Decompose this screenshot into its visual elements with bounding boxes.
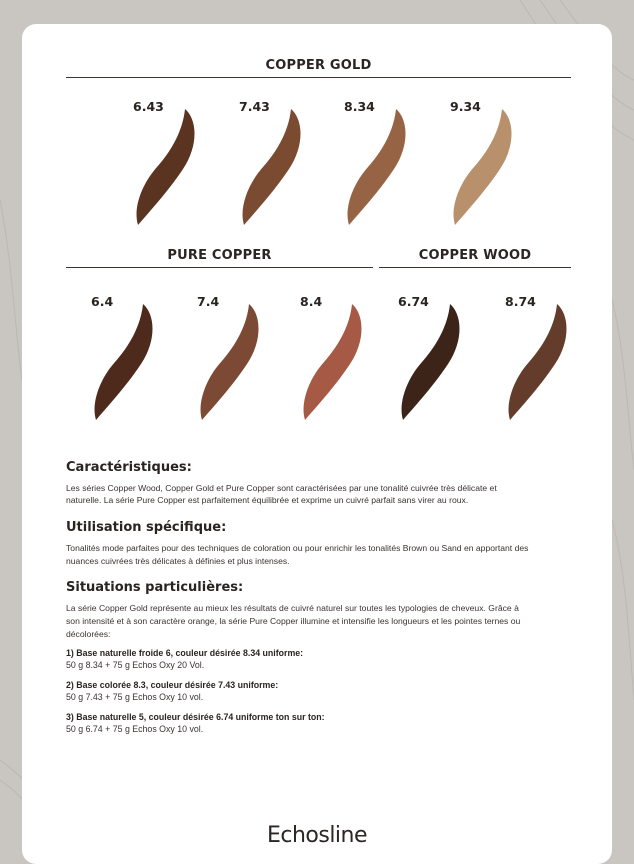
example-recipe: 50 g 8.34 + 75 g Echos Oxy 20 Vol. <box>66 659 205 670</box>
heading-caracteristiques: Caractéristiques: <box>66 460 192 475</box>
shade-code: 6.4 <box>91 294 114 309</box>
shade-code: 8.34 <box>344 99 375 114</box>
brand-logo: Echosline <box>266 823 368 848</box>
hair-swatch <box>91 294 163 420</box>
section-title-copper-wood: COPPER WOOD <box>418 248 532 263</box>
example-title: 3) Base naturelle 5, couleur désirée 6.74 uniforme ton sur ton: <box>66 712 325 722</box>
shade-code: 8.74 <box>505 294 536 309</box>
hair-swatch <box>133 99 205 225</box>
hair-swatch <box>239 99 311 225</box>
paragraph-line: Tonalités mode parfaites pour des techniques de coloration ou pour enrichir les tonalités Brown ou Sand en apportant des <box>66 543 529 553</box>
hair-swatch <box>344 99 416 225</box>
section-divider <box>66 267 373 268</box>
paragraph-line: nuances cuivrées très délicates à définies et plus intenses. <box>66 556 290 566</box>
shade-code: 7.4 <box>197 294 220 309</box>
hair-swatch <box>505 294 577 420</box>
hair-swatch <box>197 294 269 420</box>
example-title: 1) Base naturelle froide 6, couleur désirée 8.34 uniforme: <box>66 648 304 658</box>
example-title: 2) Base colorée 8.3, couleur désirée 7.43 uniforme: <box>66 680 279 690</box>
shade-code: 8.4 <box>300 294 323 309</box>
shade-code: 7.43 <box>239 99 270 114</box>
section-divider <box>66 77 571 78</box>
example-3 <box>66 712 325 735</box>
hair-swatch <box>300 294 372 420</box>
heading-situations: Situations particulières: <box>66 580 244 595</box>
section-title-copper-gold: COPPER GOLD <box>265 58 372 73</box>
hair-swatch <box>398 294 470 420</box>
example-recipe: 50 g 7.43 + 75 g Echos Oxy 10 vol. <box>66 691 204 702</box>
example-1 <box>66 648 303 671</box>
paragraph-line: La série Copper Gold représente au mieux les résultats de cuivré naturel sur toutes les typologies de cheveux. Grâce à <box>66 603 519 613</box>
paragraph-line: naturelle. La série Pure Copper est parfaitement équilibrée et exprime un cuivré parfait sans virer au roux. <box>66 495 469 505</box>
example-recipe: 50 g 6.74 + 75 g Echos Oxy 10 vol. <box>66 723 204 734</box>
example-2 <box>66 680 278 703</box>
shade-code: 6.74 <box>398 294 429 309</box>
paragraph-line: Les séries Copper Wood, Copper Gold et Pure Copper sont caractérisées par une tonalité cuivrée très délicate et <box>66 483 497 493</box>
section-title-pure-copper: PURE COPPER <box>167 248 272 263</box>
heading-utilisation: Utilisation spécifique: <box>66 520 227 535</box>
shade-code: 6.43 <box>133 99 164 114</box>
paragraph-line: décolorées: <box>66 629 111 639</box>
hair-swatch <box>450 99 522 225</box>
product-card <box>22 24 612 864</box>
shade-code: 9.34 <box>450 99 481 114</box>
section-divider <box>379 267 571 268</box>
paragraph-line: son intensité et à son caractère orange, la série Pure Copper illumine et intensifie les longueurs et les pointes ternes ou <box>66 616 521 626</box>
